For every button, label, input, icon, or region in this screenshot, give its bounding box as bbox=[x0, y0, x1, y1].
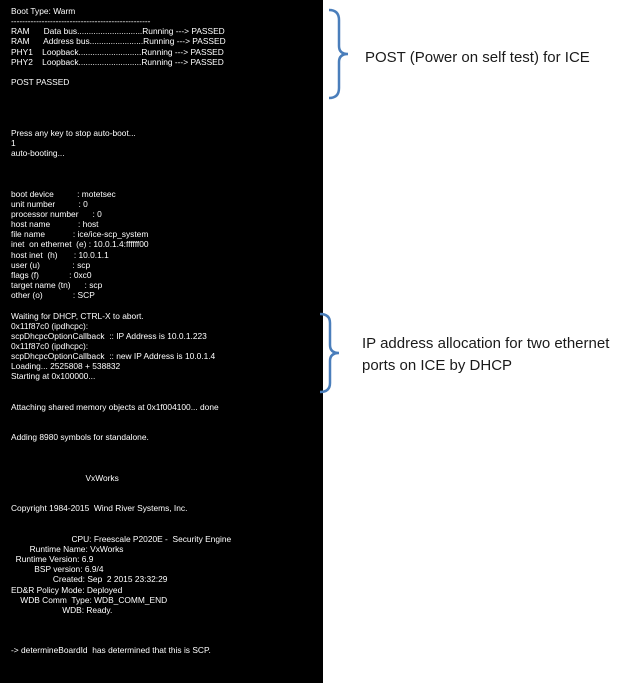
terminal-line: BSP version: 6.9/4 bbox=[11, 564, 104, 575]
terminal-line: Created: Sep 2 2015 23:32:29 bbox=[11, 574, 168, 585]
terminal-line: Boot Type: Warm bbox=[11, 6, 76, 16]
terminal-line: PHY2 Loopback...........................Running ---> PASSED bbox=[11, 56, 224, 67]
terminal-line: target name (tn) : scp bbox=[11, 280, 103, 291]
terminal-line: Loading... 2525808 + 538832 bbox=[11, 361, 121, 372]
terminal-line: RAM Data bus............................Running ---> PASSED bbox=[11, 26, 225, 37]
dhcp-annotation-line-2: ports on ICE by DHCP bbox=[362, 357, 513, 374]
dhcp-bracket bbox=[318, 312, 342, 394]
terminal-line: -> determineBoardId has determined that this is SCP. bbox=[11, 645, 211, 656]
terminal-line: WDB Comm Type: WDB_COMM_END bbox=[11, 594, 168, 605]
terminal-line: user (u) : scp bbox=[11, 259, 91, 270]
terminal-line: host name : host bbox=[11, 219, 99, 230]
post-bracket bbox=[327, 8, 351, 100]
terminal-line: -------------------------------------------------- bbox=[11, 16, 151, 27]
terminal-line: Copyright 1984-2015 Wind River Systems, Inc. bbox=[11, 503, 188, 514]
terminal-line: Attaching shared memory objects at 0x1f004100... done bbox=[11, 401, 219, 412]
terminal-line: Waiting for DHCP, CTRL-X to abort. bbox=[11, 310, 144, 321]
terminal-line: processor number : 0 bbox=[11, 209, 102, 219]
terminal-line: 0x11f87c0 (ipdhcpc): bbox=[11, 340, 89, 351]
terminal-line: auto-booting... bbox=[11, 148, 65, 159]
terminal-line: WDB: Ready. bbox=[11, 604, 113, 615]
terminal-line: CPU: Freescale P2020E - Security Engine bbox=[11, 533, 232, 544]
terminal-line: Press any key to stop auto-boot... bbox=[11, 127, 136, 138]
terminal-line: Runtime Name: VxWorks bbox=[11, 543, 124, 554]
terminal-line: unit number : 0 bbox=[11, 198, 88, 209]
terminal-line: Starting at 0x100000... bbox=[11, 371, 96, 382]
terminal-line: host inet (h) : 10.0.1.1 bbox=[11, 249, 109, 260]
terminal-line: scpDhcpcOptionCallback :: new IP Address is 10.0.1.4 bbox=[11, 351, 216, 362]
terminal-line: file name : ice/ice-scp_system bbox=[11, 229, 149, 240]
terminal-line: 0x11f87c0 (ipdhcpc): bbox=[11, 320, 89, 331]
terminal-line: PHY1 Loopback...........................Running ---> PASSED bbox=[11, 46, 224, 57]
terminal-line: VxWorks bbox=[11, 472, 119, 483]
terminal-line: boot device : motetsec bbox=[11, 188, 116, 199]
terminal-line: ED&R Policy Mode: Deployed bbox=[11, 584, 123, 595]
terminal-line: Runtime Version: 6.9 bbox=[11, 554, 94, 565]
terminal-line: scpDhcpcOptionCallback :: IP Address is 10.0.1.223 bbox=[11, 330, 207, 341]
terminal-line: RAM Address bus.......................Running ---> PASSED bbox=[11, 36, 226, 47]
terminal-line: POST PASSED bbox=[11, 77, 70, 88]
terminal-line: 1 bbox=[11, 137, 16, 148]
terminal-line: other (o) : SCP bbox=[11, 290, 95, 301]
terminal-line: flags (f) : 0xc0 bbox=[11, 269, 92, 280]
post-annotation: POST (Power on self test) for ICE bbox=[365, 49, 590, 66]
terminal-line: Adding 8980 symbols for standalone. bbox=[11, 432, 149, 443]
dhcp-annotation-line-1: IP address allocation for two ethernet bbox=[362, 335, 610, 352]
terminal-line: inet on ethernet (e) : 10.0.1.4:ffffff00 bbox=[11, 239, 149, 250]
